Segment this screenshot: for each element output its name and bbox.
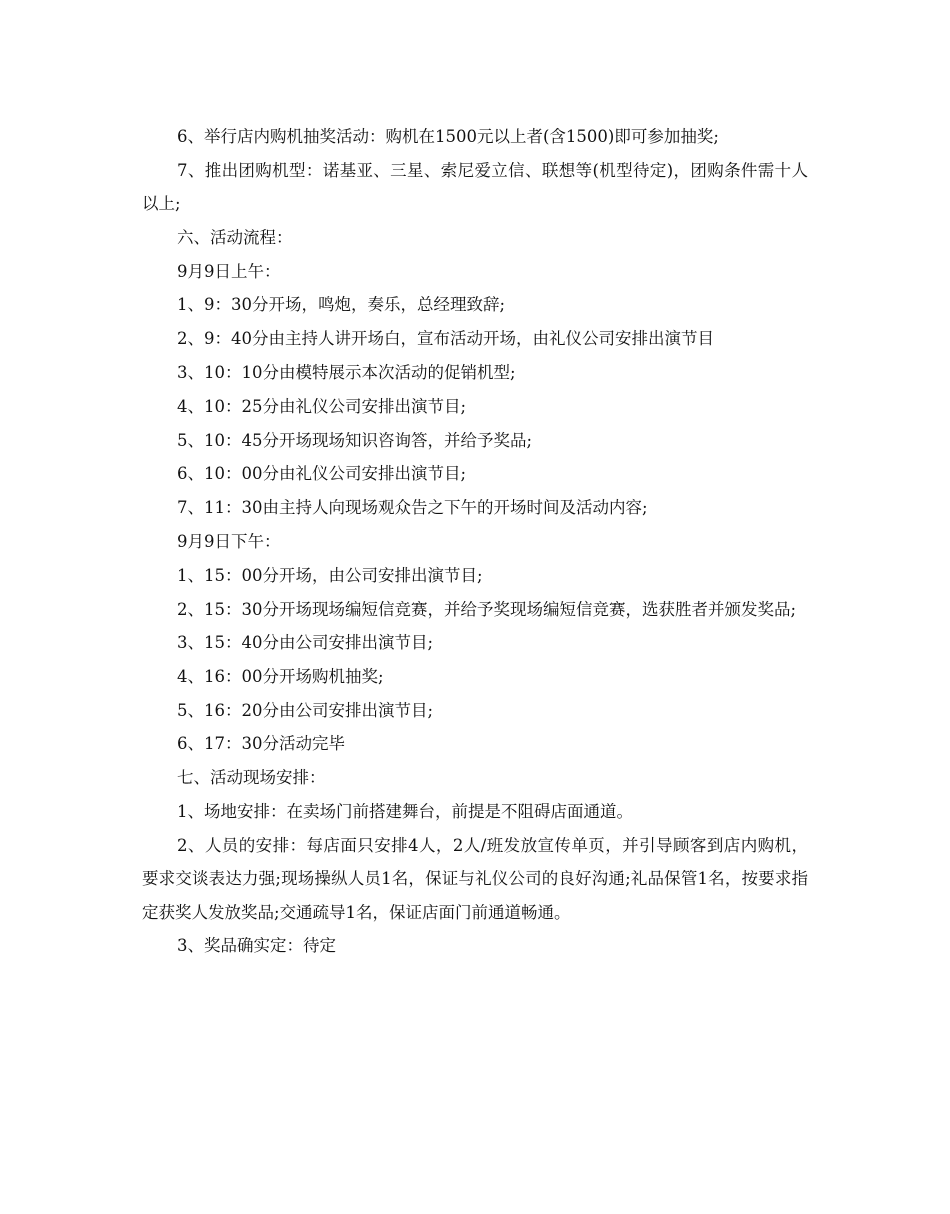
list-item: 6、17：30分活动完毕 bbox=[177, 734, 345, 754]
list-item: 2、9：40分由主持人讲开场白，宣布活动开场，由礼仪公司安排出演节目 bbox=[177, 329, 714, 349]
list-item: 7、11：30由主持人向现场观众告之下午的开场时间及活动内容; bbox=[177, 498, 648, 518]
list-item: 5、10：45分开场现场知识咨询答，并给予奖品; bbox=[177, 430, 533, 450]
list-item: 3、15：40分由公司安排出演节目; bbox=[177, 633, 434, 653]
list-item: 4、16：00分开场购机抽奖; bbox=[177, 666, 384, 686]
paragraph-group-buy: 7、推出团购机型：诺基亚、三星、索尼爱立信、联想等(机型待定)，团购条件需十人以上; bbox=[142, 160, 808, 214]
paragraph-lottery: 6、举行店内购机抽奖活动：购机在1500元以上者(含1500)即可参加抽奖; bbox=[177, 127, 719, 146]
list-item: 3、10：10分由模特展示本次活动的促销机型; bbox=[177, 362, 516, 382]
list-item: 1、9：30分开场，鸣炮，奏乐，总经理致辞; bbox=[177, 295, 506, 315]
list-item: 6、10：00分由礼仪公司安排出演节目; bbox=[177, 464, 467, 484]
list-item: 4、10：25分由礼仪公司安排出演节目; bbox=[177, 396, 467, 416]
section-heading-activity-flow: 六、活动流程： bbox=[177, 227, 293, 247]
subheading-morning: 9月9日上午： bbox=[177, 261, 281, 281]
list-item: 2、15：30分开场现场编短信竞赛，并给予奖现场编短信竞赛，选获胜者并颁发奖品; bbox=[177, 599, 797, 619]
section-heading-onsite-arrangement: 七、活动现场安排： bbox=[177, 768, 326, 788]
list-item: 3、奖品确实定：待定 bbox=[177, 936, 336, 956]
list-item: 1、15：00分开场，由公司安排出演节目; bbox=[177, 565, 483, 585]
document-body bbox=[142, 120, 808, 963]
list-item: 1、场地安排：在卖场门前搭建舞台，前提是不阻碍店面通道。 bbox=[177, 802, 633, 822]
subheading-afternoon: 9月9日下午： bbox=[177, 531, 281, 551]
list-item: 2、人员的安排：每店面只安排4人，2人/班发放宣传单页，并引导顾客到店内购机，要求交谈表达力强;现场操纵人员1名，保证与礼仪公司的良好沟通;礼品保管1名，按要求指定获奖人发放奖品;交通疏导1名，保证店面门前通道畅通。 bbox=[142, 835, 808, 922]
list-item: 5、16：20分由公司安排出演节目; bbox=[177, 700, 434, 720]
